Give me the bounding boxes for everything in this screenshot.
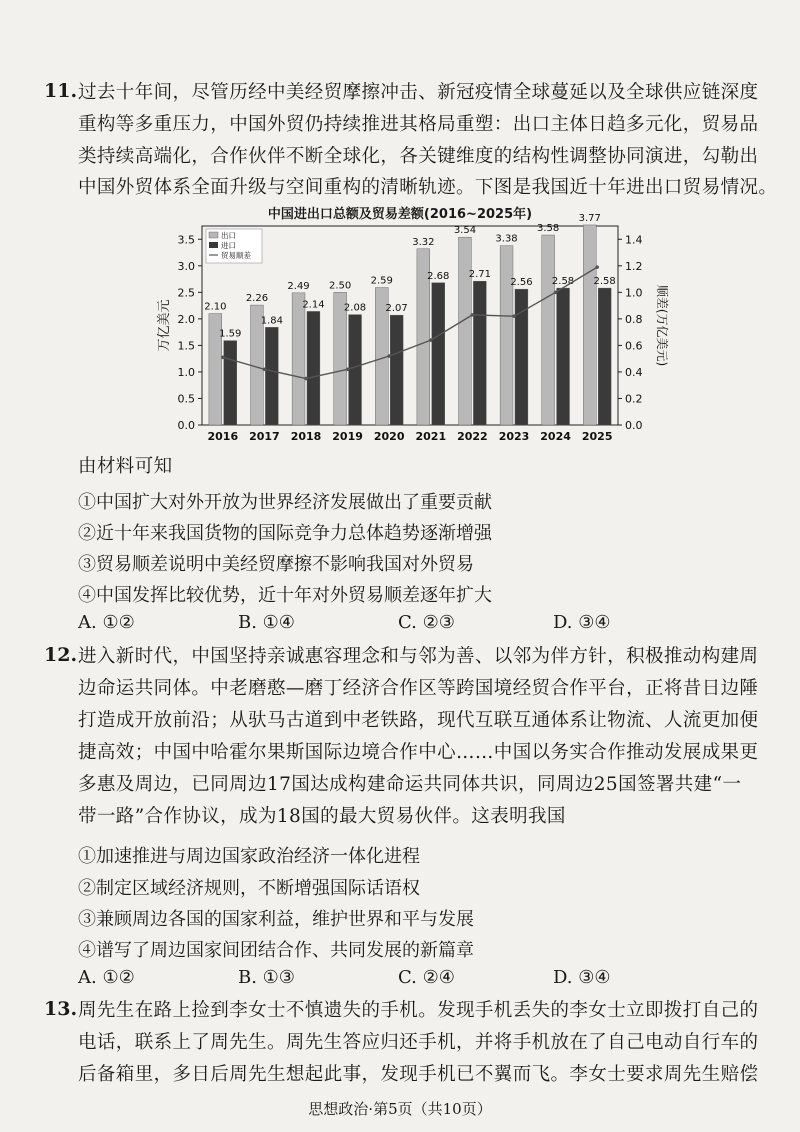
import-bar [473,281,486,425]
q12-statement: ①加速推进与周边国家政治经济一体化进程 [78,846,420,867]
surplus-point [471,313,475,317]
import-value-label: 2.14 [302,299,325,311]
export-bar [459,237,472,425]
legend-label-import: 进口 [221,241,236,250]
q11-text-line: 中国外贸体系全面升级与空间重构的清晰轨迹。下图是我国近十年进出口贸易情况。 [78,177,778,198]
export-value-label: 3.54 [453,225,477,237]
q11-text-line: 过去十年间，尽管历经中美经贸摩擦冲击、新冠疫情全球蔓延以及全球供应链深度 [78,82,759,103]
q12-choice-d[interactable]: D. ③④ [553,967,611,988]
y-tick-label: 0.5 [177,392,195,406]
x-tick-label: 2024 [540,430,571,443]
import-bar [432,283,445,425]
export-value-label: 2.10 [204,301,227,313]
q12-choice-c[interactable]: C. ②④ [398,967,455,988]
surplus-point [304,377,308,381]
q12-text-line: 捷高效；中国中哈霍尔果斯国际边境合作中心……中国以务实合作推动发展成果更 [78,742,759,763]
import-value-label: 2.07 [385,303,408,315]
x-tick-label: 2018 [290,430,322,443]
q11-choice-b[interactable]: B. ①④ [238,612,295,633]
y-tick-label: 3.5 [177,233,195,247]
legend-swatch-import [209,242,218,248]
surplus-point [429,338,433,342]
export-bar [583,225,596,425]
import-value-label: 2.56 [510,277,533,289]
y-tick-label: 1.5 [177,339,195,353]
import-bar [598,288,611,425]
q12-statement: ②制定区域经济规则，不断增强国际话语权 [78,878,420,899]
x-tick-label: 2016 [207,430,239,443]
import-bar [224,341,237,425]
surplus-point [263,367,267,371]
q11-text-line: 重构等多重压力，中国外贸仍持续推进其格局重塑：出口主体日趋多元化，贸易品 [78,114,759,135]
chart-bars [204,213,616,425]
y-tick-label: 1.0 [177,365,195,379]
q12-statement: ③兼顾周边各国的国家利益，维护世界和平与发展 [78,909,474,930]
x-tick-label: 2019 [332,430,363,443]
export-bar [292,293,305,425]
q11-statement: ②近十年来我国货物的国际竞争力总体趋势逐渐增强 [78,523,492,544]
q12-choice-a[interactable]: A. ①② [78,967,135,988]
q13-text-line: 电话，联系上了周先生。周先生答应归还手机，并将手机放在了自己电动自行车的 [78,1032,759,1053]
legend-label-export: 出口 [221,231,236,240]
q12-statement: ④谱写了周边国家间团结合作、共同发展的新篇章 [78,940,474,961]
import-value-label: 1.59 [219,328,242,340]
export-bar [542,235,555,425]
export-value-label: 3.58 [537,223,560,235]
q13-text-line: 后备箱里，多日后周先生想起此事，发现手机已不翼而飞。李女士要求周先生赔偿 [78,1064,759,1085]
export-value-label: 2.26 [245,293,269,305]
x-tick-label: 2023 [498,430,530,443]
q12-text-line: 带一路”合作协议，成为18国的最大贸易伙伴。这表明我国 [78,806,566,827]
q11-statement: ①中国扩大对外开放为世界经济发展做出了重要贡献 [78,492,492,513]
export-bar [500,246,513,425]
surplus-point [512,314,516,318]
import-bar [307,311,320,425]
y-axis-label: 万亿美元 [157,299,172,352]
q12-text-line: 边命运共同体。中老磨憨—磨丁经济合作区等跨国境经贸合作平台，正将昔日边陲 [78,678,759,699]
import-value-label: 2.58 [593,276,616,288]
y2-tick-label: 0.6 [625,339,643,353]
y2-axis-label: 顺差(万亿美元) [655,284,669,367]
q11-statement: ③贸易顺差说明中美经贸摩擦不影响我国对外贸易 [78,554,474,575]
q12-text-line: 打造成开放前沿；从驮马古道到中老铁路，现代互联互通体系让物流、人流更加便 [78,710,759,731]
q11-choice-d[interactable]: D. ③④ [553,612,611,633]
y-tick-label: 2.0 [177,312,195,326]
export-value-label: 3.32 [412,236,435,248]
import-value-label: 2.58 [551,276,575,288]
x-tick-label: 2020 [373,430,405,443]
page-footer: 思想政治·第5页（共10页） [308,1100,492,1118]
import-value-label: 2.08 [343,302,367,314]
q12-choice-b[interactable]: B. ①③ [238,967,295,988]
q12-text-line: 多惠及周边，已同周边17国达成构建命运共同体共识，同周边25国签署共建“一 [78,774,742,795]
q12-text-line: 进入新时代，中国坚持亲诚惠容理念和与邻为善、以邻为伴方针，积极推动构建周 [78,646,759,667]
y2-tick-label: 1.2 [625,259,643,273]
y2-tick-label: 1.0 [625,286,643,300]
import-bar [265,327,278,425]
x-tick-label: 2025 [581,430,613,443]
q11-choice-a[interactable]: A. ①② [78,612,135,633]
import-bar [557,288,570,425]
import-bar [390,315,403,425]
legend-swatch-export [209,232,218,238]
y2-tick-label: 1.4 [625,233,643,247]
surplus-point [595,265,599,269]
import-value-label: 2.71 [468,269,491,281]
import-value-label: 1.84 [260,315,283,327]
y2-tick-label: 0.8 [625,312,643,326]
import-bar [349,315,362,425]
x-tick-label: 2021 [415,430,447,443]
q11-lead: 由材料可知 [78,456,173,477]
chart-title: 中国进出口总额及贸易差额(2016~2025年) [267,207,533,222]
surplus-point [387,354,391,358]
export-value-label: 3.77 [578,212,601,224]
question-12-number: 12. [44,644,78,666]
x-tick-label: 2017 [249,430,280,443]
q11-choice-c[interactable]: C. ②③ [398,612,455,633]
q11-statement: ④中国发挥比较优势，近十年对外贸易顺差逐年扩大 [78,585,492,606]
export-value-label: 2.50 [329,280,352,292]
y-tick-label: 0.0 [177,419,195,432]
question-11-number: 11. [44,80,78,102]
surplus-point [221,356,225,360]
question-13-number: 13. [44,998,78,1020]
export-value-label: 2.49 [287,280,310,292]
legend-label-surplus: 贸易顺差 [221,251,251,260]
x-tick-label: 2022 [457,430,488,443]
y-tick-label: 3.0 [177,259,195,273]
surplus-point [554,291,558,295]
chart-legend [206,229,262,263]
import-value-label: 2.68 [427,270,450,282]
q11-text-line: 类持续高端化，合作伙伴不断全球化，各关键维度的结构性调整协同演进，勾勒出 [78,146,759,167]
export-value-label: 3.38 [495,233,518,245]
y2-tick-label: 0.0 [625,419,643,432]
y2-tick-label: 0.2 [625,392,643,406]
export-value-label: 2.59 [370,275,393,287]
y2-tick-label: 0.4 [625,365,643,379]
y-tick-label: 2.5 [177,286,195,300]
surplus-point [346,367,350,371]
q13-text-line: 周先生在路上捡到李女士不慎遗失的手机。发现手机丢失的李女士立即拨打自己的 [78,1000,759,1021]
